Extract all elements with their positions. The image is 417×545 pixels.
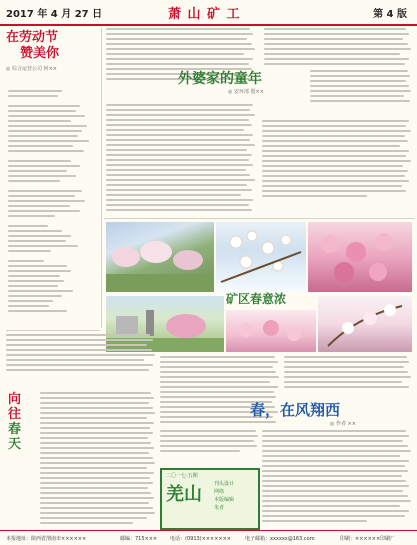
labor-title-line1: 在劳动节 — [6, 30, 59, 45]
footer-print: 印刷：××××××印刷厂 — [340, 536, 396, 542]
toward-spring-title-l4: 天 — [8, 437, 22, 452]
labor-byline: ◎ 综合运营公司 何×× — [6, 66, 57, 72]
newspaper-masthead: 萧 山 矿 工 — [168, 7, 241, 22]
stamp-col3: 本版编辑 — [214, 497, 235, 503]
footer-email: 电子邮箱：xxxxxx@163.com — [245, 536, 315, 542]
page-number: 第 4 版 — [373, 9, 407, 20]
labor-title-block — [6, 30, 86, 86]
issue-date: 2017 年 4 月 27 日 — [6, 9, 103, 20]
spring-photo-trees — [106, 222, 214, 292]
grandma-title: 外婆家的童年 — [178, 71, 262, 87]
stamp-col2: 网络 — [214, 489, 225, 495]
toward-spring-title-l2: 往 — [8, 407, 22, 422]
footer-address: 本报地址：陕西省渭南市×××××× — [6, 536, 87, 542]
grandma-body-left — [106, 104, 256, 214]
phoenix-title-block — [250, 400, 410, 428]
right-lower-text-top — [284, 356, 412, 396]
issue-stamp — [160, 468, 260, 530]
page-footer — [0, 530, 417, 545]
toward-spring-title-l1: 向 — [8, 392, 22, 407]
phoenix-body — [262, 430, 412, 526]
spring-photo-blossom-white — [216, 222, 306, 292]
phoenix-byline: ◎ 作者 ×× — [330, 421, 356, 427]
spring-photo-pink — [308, 222, 412, 292]
labor-title-line2: 赞美你 — [20, 46, 60, 61]
stamp-credits — [214, 480, 234, 512]
spring-photo-flowers — [226, 310, 316, 352]
grandma-body-right — [262, 120, 412, 216]
left-divider — [6, 330, 100, 331]
stamp-col4: 朱者 — [214, 505, 225, 511]
middle-lower-text-2 — [160, 430, 260, 464]
right-upper-text — [310, 70, 412, 118]
toward-spring-body — [40, 392, 156, 528]
footer-postcode: 邮编：715××× — [120, 536, 158, 542]
cherry-blossom-icon — [308, 222, 412, 292]
branch-icon — [318, 296, 412, 352]
spring-photo-tree-blossom — [318, 296, 412, 352]
column-divider — [101, 28, 102, 328]
flower-icon — [226, 310, 316, 352]
grandma-byline: ◎ 安环部 殷×× — [228, 89, 264, 95]
toward-spring-title-block — [8, 392, 38, 472]
stamp-col1: 刊头设计 — [214, 481, 235, 487]
toward-spring-intro — [6, 334, 156, 390]
footer-phone: 电话：(0913)××××××× — [170, 536, 231, 542]
section-divider — [104, 218, 414, 219]
stamp-calligraphy: 羌山 — [166, 484, 202, 505]
toward-spring-title-l3: 春 — [8, 422, 22, 437]
phoenix-title: 春，在风翔西 — [250, 401, 341, 419]
stamp-issue: 二〇一七·五期 — [166, 473, 198, 479]
labor-poem-body — [8, 90, 98, 330]
trees-icon — [106, 222, 214, 292]
spring-scene-title-block — [226, 290, 316, 308]
spring-scene-title: 矿区春意浓 — [226, 292, 287, 306]
blossom-icon — [216, 222, 306, 292]
